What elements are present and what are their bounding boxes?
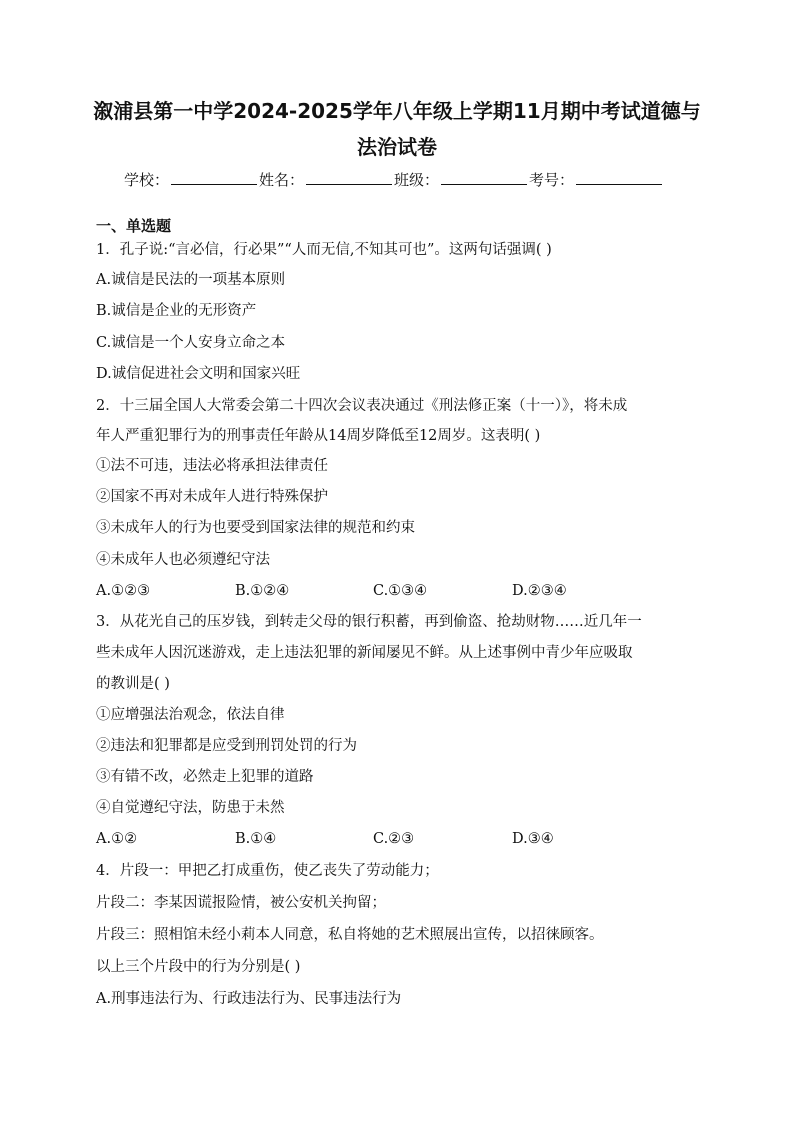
number-label: 考号： [529,171,575,189]
q2-item-4: ④未成年人也必须遵纪守法 [96,552,270,568]
q3-stem-line2: 些未成年人因沉迷游戏，走上违法犯罪的新闻屡见不鲜。从上述事例中青少年应吸取 [96,645,633,661]
q2-stem-line2: 年人严重犯罪行为的刑事责任年龄从14周岁降低至12周岁。这表明( ) [96,428,541,444]
q4-option-a: A.刑事违法行为、行政违法行为、民事违法行为 [96,991,402,1007]
q4-stem-line4: 以上三个片段中的行为分别是( ) [96,959,301,975]
q4-stem-line1: 4．片段一：甲把乙打成重伤，使乙丧失了劳动能力； [96,863,439,879]
q2-choice-d: D.②③④ [512,583,567,599]
q2-item-3: ③未成年人的行为也要受到国家法律的规范和约束 [96,520,415,536]
name-blank [306,169,392,185]
class-label: 班级： [394,171,440,189]
school-label: 学校： [124,171,170,189]
q3-item-1: ①应增强法治观念，依法自律 [96,707,285,723]
q3-stem-line1: 3．从花光自己的压岁钱，到转走父母的银行积蓄，再到偷盗、抢劫财物……近几年一 [96,614,642,630]
q3-choice-b: B.①④ [235,831,277,847]
q2-choice-c: C.①③④ [373,583,428,599]
q2-item-1: ①法不可违，违法必将承担法律责任 [96,458,328,474]
q3-item-4: ④自觉遵纪守法，防患于未然 [96,800,285,816]
exam-title-line1: 溆浦县第一中学2024-2025学年八年级上学期11月期中考试道德与 [93,99,701,123]
q4-stem-line3: 片段三：照相馆未经小莉本人同意，私自将她的艺术照展出宣传，以招徕顾客。 [96,927,604,943]
class-blank [441,169,527,185]
q3-item-3: ③有错不改，必然走上犯罪的道路 [96,769,314,785]
q3-choice-c: C.②③ [373,831,415,847]
q1-option-d: D.诚信促进社会文明和国家兴旺 [96,366,301,382]
q3-stem-line3: 的教训是( ) [96,676,170,692]
q3-choice-a: A.①② [96,831,138,847]
q1-option-b: B.诚信是企业的无形资产 [96,303,257,319]
q2-choice-b: B.①②④ [235,583,290,599]
q4-stem-line2: 片段二：李某因谎报险情，被公安机关拘留； [96,895,386,911]
q2-choice-a: A.①②③ [96,583,151,599]
q3-item-2: ②违法和犯罪都是应受到刑罚处罚的行为 [96,738,357,754]
q1-stem: 1．孔子说:“言必信，行必果”“人而无信,不知其可也”。这两句话强调( ) [96,242,552,258]
q2-item-2: ②国家不再对未成年人进行特殊保护 [96,489,328,505]
student-info-row [124,169,664,191]
exam-title-line2: 法治试卷 [357,135,437,159]
section-heading: 一、单选题 [96,217,172,235]
q1-option-c: C.诚信是一个人安身立命之本 [96,335,286,351]
q2-stem-line1: 2．十三届全国人大常委会第二十四次会议表决通过《刑法修正案（十一）》，将未成 [96,398,628,414]
number-blank [576,169,662,185]
school-blank [171,169,257,185]
q3-choice-d: D.③④ [512,831,554,847]
q1-option-a: A.诚信是民法的一项基本原则 [96,272,286,288]
name-label: 姓名： [259,171,305,189]
